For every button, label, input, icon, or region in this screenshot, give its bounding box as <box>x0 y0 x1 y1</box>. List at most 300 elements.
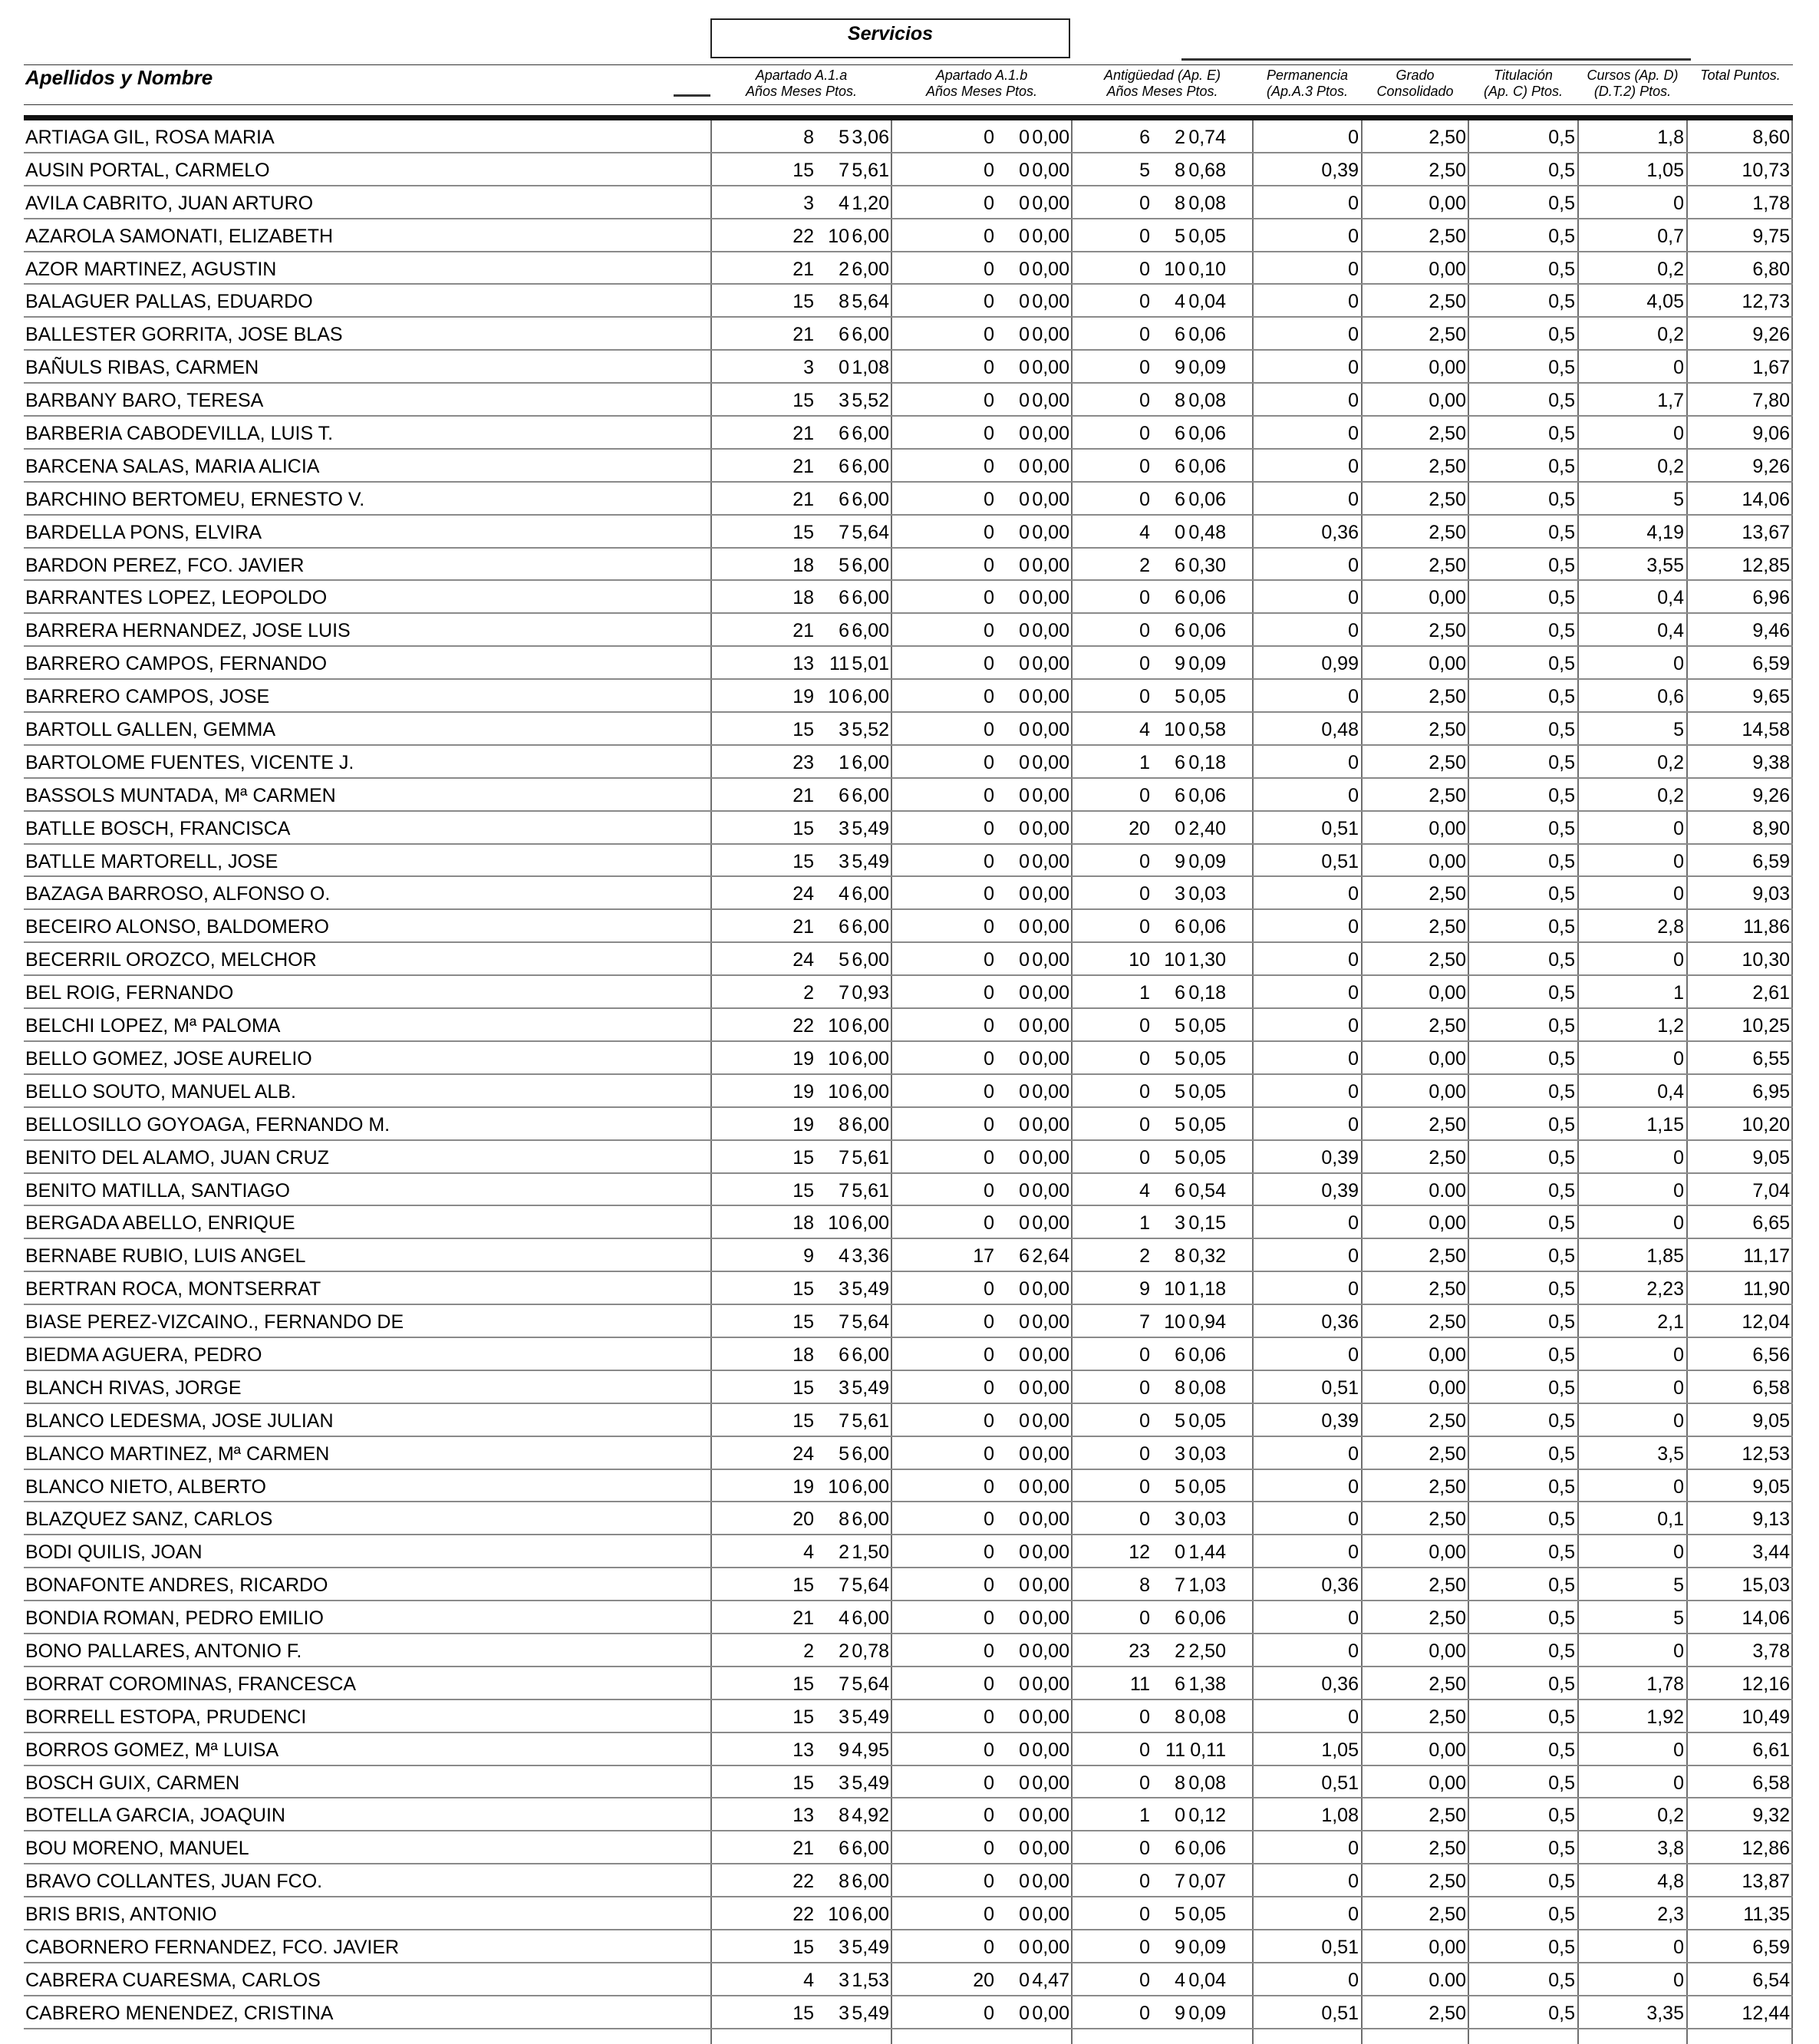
cell-cursos: 0 <box>1673 1772 1684 1794</box>
cell-a1b-points: 0,00 <box>1032 1904 1069 1926</box>
cell-cursos: 5 <box>1673 1574 1684 1597</box>
cell-antig-years: 2 <box>1139 1245 1150 1268</box>
cell-permanencia: 0,39 <box>1321 1179 1359 1202</box>
cell-a1a-years: 13 <box>793 1805 814 1827</box>
cell-antig-months: 6 <box>1175 455 1185 477</box>
cell-a1b-years: 0 <box>984 324 994 346</box>
cell-total: 9,13 <box>1752 1508 1790 1531</box>
table-row <box>24 1108 1793 1141</box>
cell-cursos: 0,2 <box>1657 784 1684 806</box>
cell-antig-months: 3 <box>1175 883 1185 905</box>
cell-a1b-months: 0 <box>1019 1278 1030 1301</box>
cell-a1a-years: 19 <box>793 1080 814 1103</box>
cell-antig-points: 0,09 <box>1188 1936 1226 1958</box>
cell-a1a-years: 18 <box>793 554 814 576</box>
cell-total: 6,59 <box>1752 653 1790 675</box>
cell-antig-years: 0 <box>1139 686 1150 708</box>
cell-titulacion: 0,5 <box>1548 1871 1575 1893</box>
cell-permanencia: 0 <box>1348 324 1359 346</box>
cell-grado: 0,00 <box>1429 587 1466 609</box>
cell-a1a-points: 5,64 <box>852 1574 889 1597</box>
cell-a1b-years: 0 <box>984 488 994 510</box>
cell-cursos: 2,1 <box>1657 1311 1684 1334</box>
cell-antig-years: 0 <box>1139 1508 1150 1531</box>
cell-a1b-months: 0 <box>1019 916 1030 938</box>
table-row <box>24 1798 1793 1831</box>
cell-a1a-years: 15 <box>793 719 814 741</box>
cell-a1a-months: 3 <box>839 1969 849 1991</box>
cell-permanencia: 0 <box>1348 1245 1359 1268</box>
cell-grado: 2,50 <box>1429 1475 1466 1498</box>
cell-grado: 2,50 <box>1429 620 1466 642</box>
cell-total: 7,04 <box>1752 1179 1790 1202</box>
cell-titulacion: 0,5 <box>1548 291 1575 313</box>
cell-a1a-years: 2 <box>803 1640 814 1662</box>
cell-antig-months: 6 <box>1175 1673 1185 1695</box>
col-header-permanencia <box>1254 68 1361 104</box>
cell-antig-years: 0 <box>1139 916 1150 938</box>
cell-a1a-months: 7 <box>839 982 849 1004</box>
cell-antig-points: 1,18 <box>1188 1278 1226 1301</box>
cell-antig-points: 0,06 <box>1188 784 1226 806</box>
cell-antig-points: 0,68 <box>1188 159 1226 181</box>
cell-a1b-points: 0,00 <box>1032 587 1069 609</box>
table-row <box>24 450 1793 483</box>
cell-antig-years: 0 <box>1139 1015 1150 1037</box>
cell-a1b-points: 0,00 <box>1032 1080 1069 1103</box>
cell-permanencia: 0 <box>1348 982 1359 1004</box>
cell-antig-points: 0,08 <box>1188 390 1226 412</box>
cell-a1a-points: 6,00 <box>852 455 889 477</box>
cell-antig-points: 0,15 <box>1188 1212 1226 1235</box>
cell-a1b-points: 0,00 <box>1032 883 1069 905</box>
cell-titulacion: 0,5 <box>1548 1904 1575 1926</box>
cell-grado: 2,50 <box>1429 1574 1466 1597</box>
cell-titulacion: 0,5 <box>1548 686 1575 708</box>
cell-a1a-months: 7 <box>839 521 849 543</box>
cell-a1a-months: 8 <box>839 1113 849 1136</box>
table-row <box>24 877 1793 910</box>
cell-grado: 2,50 <box>1429 324 1466 346</box>
row-name: BLANCH RIVAS, JORGE <box>25 1376 242 1399</box>
cell-a1a-years: 13 <box>793 653 814 675</box>
cell-a1a-years: 9 <box>803 1245 814 1268</box>
cell-antig-points: 0,05 <box>1188 1080 1226 1103</box>
cell-titulacion: 0,5 <box>1548 1805 1575 1827</box>
cell-a1b-months: 0 <box>1019 1047 1030 1070</box>
cell-antig-months: 10 <box>1164 1278 1185 1301</box>
cell-a1b-points: 0,00 <box>1032 488 1069 510</box>
cell-a1b-months: 0 <box>1019 1343 1030 1366</box>
col-header-permanencia-line1: Permanencia <box>1266 68 1349 83</box>
cell-a1b-years: 0 <box>984 587 994 609</box>
table-row <box>24 680 1793 713</box>
cell-total: 13,67 <box>1742 521 1790 543</box>
cell-a1a-years: 19 <box>793 1113 814 1136</box>
cell-a1a-points: 5,01 <box>852 653 889 675</box>
cell-antig-months: 6 <box>1175 1838 1185 1860</box>
cell-a1b-points: 0,00 <box>1032 982 1069 1004</box>
cell-antig-points: 0,18 <box>1188 751 1226 773</box>
cell-a1a-months: 6 <box>839 1838 849 1860</box>
cell-a1b-points: 0,00 <box>1032 2002 1069 2024</box>
cell-permanencia: 0,51 <box>1321 1936 1359 1958</box>
cell-grado: 0,00 <box>1429 982 1466 1004</box>
cell-titulacion: 0,5 <box>1548 587 1575 609</box>
cell-antig-months: 2 <box>1175 1640 1185 1662</box>
cell-a1b-years: 0 <box>984 521 994 543</box>
cell-a1b-points: 0,00 <box>1032 1541 1069 1564</box>
cell-a1b-months: 0 <box>1019 1146 1030 1169</box>
cell-cursos: 5 <box>1673 719 1684 741</box>
cell-permanencia: 0,39 <box>1321 159 1359 181</box>
cell-a1a-years: 8 <box>803 127 814 148</box>
row-name: BARRERO CAMPOS, FERNANDO <box>25 653 328 675</box>
cell-antig-months: 6 <box>1175 784 1185 806</box>
cell-antig-years: 0 <box>1139 192 1150 214</box>
cell-titulacion: 0,5 <box>1548 1739 1575 1761</box>
cell-a1a-years: 15 <box>793 1146 814 1169</box>
cell-a1b-points: 0,00 <box>1032 686 1069 708</box>
cell-permanencia: 0 <box>1348 1607 1359 1630</box>
cell-permanencia: 0,36 <box>1321 1673 1359 1695</box>
score-table-body <box>24 120 1793 2029</box>
cell-total: 6,54 <box>1752 1969 1790 1991</box>
row-name: BARDON PEREZ, FCO. JAVIER <box>25 554 305 576</box>
cell-a1a-points: 6,00 <box>852 1442 889 1465</box>
table-row <box>24 1733 1793 1766</box>
cell-titulacion: 0,5 <box>1548 554 1575 576</box>
cell-a1a-months: 8 <box>839 291 849 313</box>
cell-a1a-points: 6,00 <box>852 751 889 773</box>
cell-grado: 0,00 <box>1429 1936 1466 1958</box>
cell-antig-points: 1,44 <box>1188 1541 1226 1564</box>
cell-total: 6,96 <box>1752 587 1790 609</box>
cell-total: 9,05 <box>1752 1475 1790 1498</box>
cell-a1a-years: 20 <box>793 1508 814 1531</box>
table-row <box>24 1272 1793 1305</box>
cell-cursos: 1,7 <box>1657 390 1684 412</box>
table-row <box>24 120 1793 153</box>
cell-antig-months: 5 <box>1175 1015 1185 1037</box>
cell-a1b-months: 0 <box>1019 1871 1030 1893</box>
cell-antig-points: 0,03 <box>1188 1508 1226 1531</box>
table-row <box>24 713 1793 746</box>
cell-antig-years: 0 <box>1139 1838 1150 1860</box>
cell-antig-points: 0,06 <box>1188 324 1226 346</box>
table-row <box>24 1371 1793 1404</box>
table-row <box>24 976 1793 1009</box>
cell-a1a-years: 15 <box>793 291 814 313</box>
table-row <box>24 812 1793 845</box>
cell-cursos: 0 <box>1673 1640 1684 1662</box>
cell-a1a-months: 2 <box>839 1541 849 1564</box>
cell-permanencia: 0 <box>1348 127 1359 148</box>
cell-a1b-points: 0,00 <box>1032 554 1069 576</box>
cell-permanencia: 0 <box>1348 1080 1359 1103</box>
cell-antig-years: 1 <box>1139 1212 1150 1235</box>
row-name: CABRERO MENENDEZ, CRISTINA <box>25 2002 334 2024</box>
row-name: AZAROLA SAMONATI, ELIZABETH <box>25 225 334 247</box>
cell-cursos: 1,05 <box>1646 159 1684 181</box>
row-name: BRIS BRIS, ANTONIO <box>25 1904 217 1926</box>
cell-antig-points: 0,06 <box>1188 916 1226 938</box>
cell-a1b-years: 0 <box>984 1146 994 1169</box>
cell-cursos: 4,8 <box>1657 1871 1684 1893</box>
cell-a1a-years: 15 <box>793 2002 814 2024</box>
cell-a1a-years: 21 <box>793 324 814 346</box>
table-row <box>24 1437 1793 1470</box>
cell-a1b-points: 0,00 <box>1032 1179 1069 1202</box>
table-row <box>24 1601 1793 1634</box>
cell-total: 9,32 <box>1752 1805 1790 1827</box>
cell-total: 9,05 <box>1752 1409 1790 1432</box>
row-name: BORROS GOMEZ, Mª LUISA <box>25 1739 279 1761</box>
cell-antig-years: 0 <box>1139 1871 1150 1893</box>
cell-a1b-years: 20 <box>973 1969 994 1991</box>
cell-antig-years: 0 <box>1139 1113 1150 1136</box>
row-name: BLANCO MARTINEZ, Mª CARMEN <box>25 1442 330 1465</box>
cell-a1a-months: 7 <box>839 1673 849 1695</box>
cell-antig-years: 0 <box>1139 324 1150 346</box>
name-column-header: Apellidos y Nombre <box>25 66 213 89</box>
cell-a1b-months: 0 <box>1019 1574 1030 1597</box>
cell-antig-years: 20 <box>1129 817 1150 839</box>
cell-a1b-years: 0 <box>984 1574 994 1597</box>
cell-a1b-years: 0 <box>984 1080 994 1103</box>
cell-total: 15,03 <box>1742 1574 1790 1597</box>
cell-antig-years: 0 <box>1139 1047 1150 1070</box>
cell-titulacion: 0,5 <box>1548 883 1575 905</box>
cell-antig-points: 0,58 <box>1188 719 1226 741</box>
cell-a1a-points: 5,61 <box>852 1146 889 1169</box>
row-name: BARDELLA PONS, ELVIRA <box>25 521 262 543</box>
cell-total: 10,20 <box>1742 1113 1790 1136</box>
cell-cursos: 0,4 <box>1657 1080 1684 1103</box>
cell-cursos: 2,3 <box>1657 1904 1684 1926</box>
cell-antig-points: 0,08 <box>1188 1772 1226 1794</box>
row-name: BATLLE BOSCH, FRANCISCA <box>25 817 291 839</box>
cell-grado: 2,50 <box>1429 554 1466 576</box>
cell-titulacion: 0,5 <box>1548 357 1575 379</box>
cell-antig-months: 3 <box>1175 1212 1185 1235</box>
cell-grado: 2,50 <box>1429 686 1466 708</box>
cell-a1a-months: 3 <box>839 1278 849 1301</box>
cell-antig-points: 0,09 <box>1188 357 1226 379</box>
cell-a1a-months: 6 <box>839 916 849 938</box>
row-name: BARBERIA CABODEVILLA, LUIS T. <box>25 423 334 445</box>
cell-titulacion: 0,5 <box>1548 1574 1575 1597</box>
cell-a1a-points: 0,78 <box>852 1640 889 1662</box>
cell-cursos: 0,1 <box>1657 1508 1684 1531</box>
cell-total: 6,58 <box>1752 1772 1790 1794</box>
cell-grado: 2,50 <box>1429 488 1466 510</box>
cell-a1a-points: 6,00 <box>852 1508 889 1531</box>
cell-a1a-months: 7 <box>839 1311 849 1334</box>
cell-titulacion: 0,5 <box>1548 1212 1575 1235</box>
cell-antig-years: 0 <box>1139 455 1150 477</box>
cell-antig-months: 10 <box>1164 1311 1185 1334</box>
cell-a1b-points: 0,00 <box>1032 324 1069 346</box>
cell-titulacion: 0,5 <box>1548 1541 1575 1564</box>
table-row <box>24 1141 1793 1174</box>
row-name: BOSCH GUIX, CARMEN <box>25 1772 240 1794</box>
table-row <box>24 1535 1793 1568</box>
cell-a1b-months: 0 <box>1019 719 1030 741</box>
cell-a1b-years: 0 <box>984 1508 994 1531</box>
cell-titulacion: 0,5 <box>1548 1047 1575 1070</box>
cell-titulacion: 0,5 <box>1548 258 1575 280</box>
cell-titulacion: 0,5 <box>1548 1245 1575 1268</box>
table-row <box>24 318 1793 351</box>
cell-a1a-years: 24 <box>793 949 814 971</box>
cell-permanencia: 0 <box>1348 916 1359 938</box>
cell-titulacion: 0,5 <box>1548 916 1575 938</box>
cell-a1b-months: 0 <box>1019 357 1030 379</box>
cell-a1b-years: 0 <box>984 949 994 971</box>
cell-a1b-years: 0 <box>984 1936 994 1958</box>
cell-antig-years: 0 <box>1139 258 1150 280</box>
table-row <box>24 1568 1793 1601</box>
cell-titulacion: 0,5 <box>1548 949 1575 971</box>
cell-a1a-years: 18 <box>793 587 814 609</box>
cell-a1a-years: 15 <box>793 521 814 543</box>
row-name: BONO PALLARES, ANTONIO F. <box>25 1640 302 1662</box>
cell-grado: 2,50 <box>1429 1442 1466 1465</box>
col-header-cursos-line2: (D.T.2) Ptos. <box>1593 84 1672 99</box>
cell-total: 6,61 <box>1752 1739 1790 1761</box>
cell-total: 3,44 <box>1752 1541 1790 1564</box>
cell-cursos: 0 <box>1673 1376 1684 1399</box>
cell-antig-months: 5 <box>1175 1475 1185 1498</box>
row-name: BARRERA HERNANDEZ, JOSE LUIS <box>25 620 351 642</box>
cell-cursos: 0,2 <box>1657 455 1684 477</box>
row-name: BELCHI LOPEZ, Mª PALOMA <box>25 1015 281 1037</box>
cell-a1a-months: 6 <box>839 620 849 642</box>
cell-antig-months: 6 <box>1175 751 1185 773</box>
cell-a1a-years: 3 <box>803 357 814 379</box>
cell-a1a-points: 3,06 <box>852 127 889 148</box>
cell-a1a-months: 7 <box>839 1146 849 1169</box>
cell-a1b-points: 0,00 <box>1032 1146 1069 1169</box>
cell-a1a-points: 6,00 <box>852 1343 889 1366</box>
cell-titulacion: 0,5 <box>1548 1838 1575 1860</box>
cell-a1b-months: 0 <box>1019 192 1030 214</box>
cell-titulacion: 0,5 <box>1548 192 1575 214</box>
cell-a1b-points: 0,00 <box>1032 521 1069 543</box>
cell-grado: 2,50 <box>1429 127 1466 148</box>
cell-a1b-months: 0 <box>1019 521 1030 543</box>
col-header-total <box>1688 68 1793 104</box>
cell-antig-months: 5 <box>1175 1409 1185 1432</box>
cell-a1b-points: 0,00 <box>1032 1772 1069 1794</box>
cell-cursos: 3,55 <box>1646 554 1684 576</box>
cell-a1b-years: 0 <box>984 1805 994 1827</box>
cell-a1b-months: 0 <box>1019 1475 1030 1498</box>
cell-a1a-points: 5,64 <box>852 521 889 543</box>
row-name: BORRELL ESTOPA, PRUDENCI <box>25 1706 307 1728</box>
cell-titulacion: 0,5 <box>1548 1080 1575 1103</box>
cell-a1b-points: 0,00 <box>1032 1640 1069 1662</box>
cell-permanencia: 0 <box>1348 1508 1359 1531</box>
row-name: BOU MORENO, MANUEL <box>25 1838 249 1860</box>
cell-a1a-points: 5,49 <box>852 2002 889 2024</box>
cell-a1a-years: 21 <box>793 455 814 477</box>
cell-total: 14,06 <box>1742 488 1790 510</box>
cell-total: 6,59 <box>1752 1936 1790 1958</box>
col-header-antiguedad <box>1073 68 1252 104</box>
cell-a1a-years: 22 <box>793 1015 814 1037</box>
cell-antig-years: 4 <box>1139 521 1150 543</box>
cell-a1b-months: 0 <box>1019 258 1030 280</box>
cell-total: 9,75 <box>1752 225 1790 247</box>
cell-cursos: 3,8 <box>1657 1838 1684 1860</box>
row-name: BAZAGA BARROSO, ALFONSO O. <box>25 883 331 905</box>
cell-a1a-points: 6,00 <box>852 1212 889 1235</box>
cell-a1a-months: 5 <box>839 554 849 576</box>
cell-a1a-months: 7 <box>839 1574 849 1597</box>
table-row <box>24 252 1793 285</box>
cell-a1b-points: 0,00 <box>1032 1278 1069 1301</box>
cell-a1b-months: 0 <box>1019 225 1030 247</box>
cell-titulacion: 0,5 <box>1548 982 1575 1004</box>
header-top-rule <box>24 64 1793 65</box>
table-row <box>24 845 1793 878</box>
cell-grado: 2,50 <box>1429 291 1466 313</box>
cell-antig-months: 0 <box>1175 1805 1185 1827</box>
cell-a1b-months: 0 <box>1019 1015 1030 1037</box>
table-row <box>24 1634 1793 1667</box>
cell-total: 9,26 <box>1752 784 1790 806</box>
cell-grado: 0.00 <box>1429 1969 1466 1991</box>
cell-antig-years: 1 <box>1139 751 1150 773</box>
cell-a1a-years: 22 <box>793 225 814 247</box>
cell-antig-points: 0,06 <box>1188 1343 1226 1366</box>
cell-permanencia: 0,99 <box>1321 653 1359 675</box>
cell-a1b-months: 0 <box>1019 620 1030 642</box>
cell-a1a-points: 5,52 <box>852 719 889 741</box>
cell-antig-years: 9 <box>1139 1278 1150 1301</box>
table-row <box>24 779 1793 812</box>
cell-a1b-years: 0 <box>984 784 994 806</box>
cell-grado: 2,50 <box>1429 159 1466 181</box>
cell-a1a-points: 6,00 <box>852 225 889 247</box>
cell-a1b-points: 0,00 <box>1032 620 1069 642</box>
cell-antig-months: 0 <box>1175 817 1185 839</box>
cell-grado: 0,00 <box>1429 357 1466 379</box>
table-row <box>24 417 1793 450</box>
table-row <box>24 1042 1793 1075</box>
cell-permanencia: 0 <box>1348 1838 1359 1860</box>
cell-a1b-months: 0 <box>1019 653 1030 675</box>
cell-antig-points: 0,04 <box>1188 291 1226 313</box>
row-name: BENITO DEL ALAMO, JUAN CRUZ <box>25 1146 329 1169</box>
cell-a1b-years: 0 <box>984 192 994 214</box>
cell-a1a-months: 4 <box>839 1607 849 1630</box>
cell-total: 6,80 <box>1752 258 1790 280</box>
cell-a1b-years: 0 <box>984 817 994 839</box>
cell-cursos: 0,4 <box>1657 620 1684 642</box>
cell-antig-points: 0,05 <box>1188 1475 1226 1498</box>
row-name: BALLESTER GORRITA, JOSE BLAS <box>25 324 343 346</box>
row-name: BLANCO NIETO, ALBERTO <box>25 1475 267 1498</box>
cell-permanencia: 0 <box>1348 751 1359 773</box>
cell-antig-years: 0 <box>1139 1706 1150 1728</box>
cell-antig-years: 0 <box>1139 1772 1150 1794</box>
cell-a1b-points: 0,00 <box>1032 291 1069 313</box>
cell-a1b-months: 0 <box>1019 949 1030 971</box>
cell-titulacion: 0,5 <box>1548 159 1575 181</box>
